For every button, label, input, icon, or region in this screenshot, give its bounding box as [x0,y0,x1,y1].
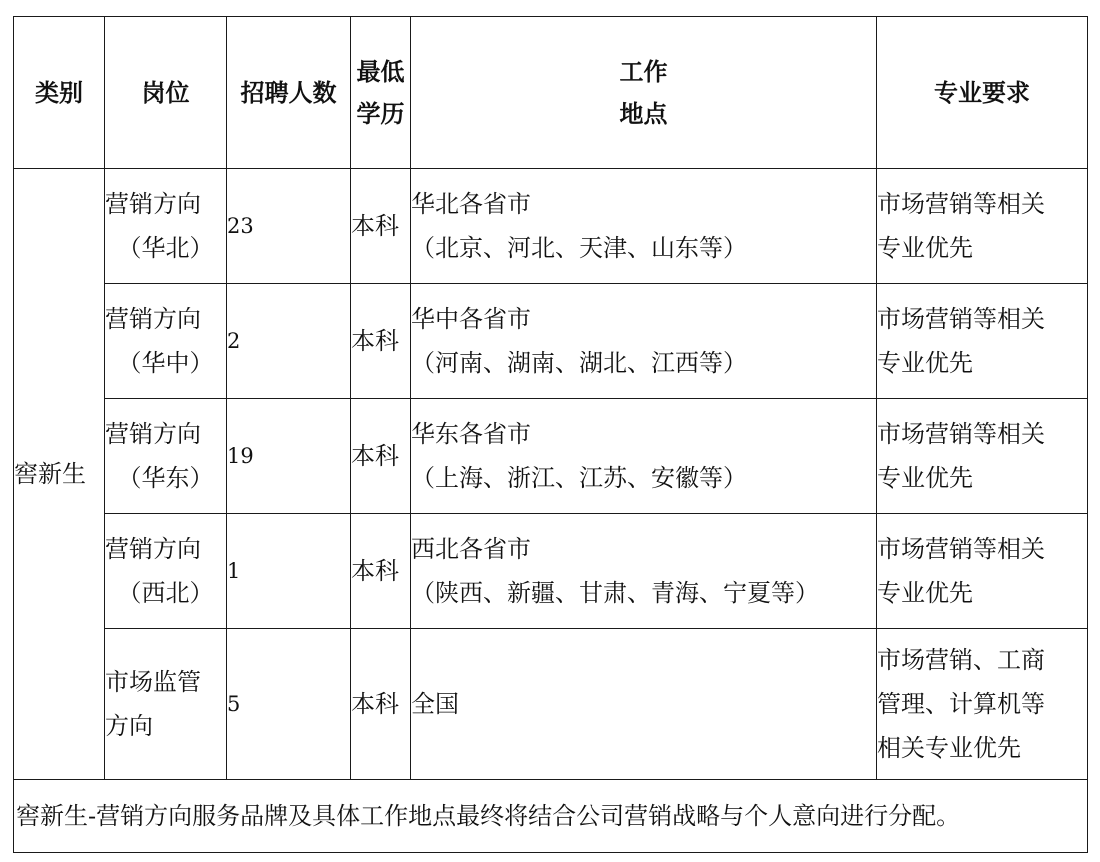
header-position: 岗位 [105,17,227,169]
major-cell [877,514,1088,629]
count-cell: 2 [227,284,351,399]
category-cell: 窖新生 [14,169,105,780]
position-line1: 营销方向 [105,420,201,448]
location-line2: （陕西、新疆、甘肃、青海、宁夏等） [411,579,819,607]
header-location-line2: 地点 [619,98,668,128]
location-line2: （河南、湖南、湖北、江西等） [411,349,747,377]
major-line3: 相关专业优先 [877,734,1021,762]
position-line1: 营销方向 [105,190,201,218]
major-line2: 专业优先 [877,579,973,607]
table-row [14,169,1088,284]
table-row [14,629,1088,780]
major-cell [877,169,1088,284]
header-location [411,17,877,169]
note-text: 窖新生-营销方向服务品牌及具体工作地点最终将结合公司营销战略与个人意向进行分配。 [14,780,1088,853]
education-cell: 本科 [351,169,411,284]
location-cell [411,169,877,284]
recruitment-table [13,16,1088,853]
position-line2: （华中） [117,349,214,377]
position-cell [105,514,227,629]
major-line2: 管理、计算机等 [877,690,1045,718]
position-line2: （华北） [117,234,214,262]
major-cell [877,284,1088,399]
table-row [14,399,1088,514]
location-line1: 华北各省市 [411,190,531,218]
location-cell [411,399,877,514]
header-category: 类别 [14,17,105,169]
header-major: 专业要求 [877,17,1088,169]
education-cell: 本科 [351,514,411,629]
location-cell [411,284,877,399]
location-cell [411,514,877,629]
position-line1: 营销方向 [105,535,201,563]
major-line1: 市场营销等相关 [877,535,1045,563]
note-row [14,780,1088,853]
location-line1: 华东各省市 [411,420,531,448]
education-cell: 本科 [351,629,411,780]
position-cell [105,399,227,514]
major-line2: 专业优先 [877,464,973,492]
position-cell [105,169,227,284]
position-line2: （华东） [117,464,214,492]
header-location-line1: 工作 [619,56,668,86]
header-row [14,17,1088,169]
major-cell [877,629,1088,780]
major-line1: 市场营销等相关 [877,305,1045,333]
header-education [351,17,411,169]
major-line2: 专业优先 [877,349,973,377]
education-cell: 本科 [351,399,411,514]
position-line2: 方向 [105,712,153,740]
location-line1: 西北各省市 [411,535,531,563]
header-count: 招聘人数 [227,17,351,169]
count-cell: 1 [227,514,351,629]
position-line1: 营销方向 [105,305,201,333]
header-education-line2: 学历 [356,98,405,128]
count-cell: 23 [227,169,351,284]
major-line1: 市场营销等相关 [877,420,1045,448]
count-cell: 19 [227,399,351,514]
position-line2: （西北） [117,579,214,607]
major-line1: 市场营销、工商 [877,646,1045,674]
major-cell [877,399,1088,514]
major-line2: 专业优先 [877,234,973,262]
location-line2: （北京、河北、天津、山东等） [411,234,747,262]
education-cell: 本科 [351,284,411,399]
header-education-line1: 最低 [356,56,405,86]
location-cell: 全国 [411,629,877,780]
major-line1: 市场营销等相关 [877,190,1045,218]
location-line1: 华中各省市 [411,305,531,333]
position-cell [105,629,227,780]
table-row [14,284,1088,399]
position-cell [105,284,227,399]
location-line2: （上海、浙江、江苏、安徽等） [411,464,747,492]
position-line1: 市场监管 [105,668,201,696]
count-cell: 5 [227,629,351,780]
table-row [14,514,1088,629]
